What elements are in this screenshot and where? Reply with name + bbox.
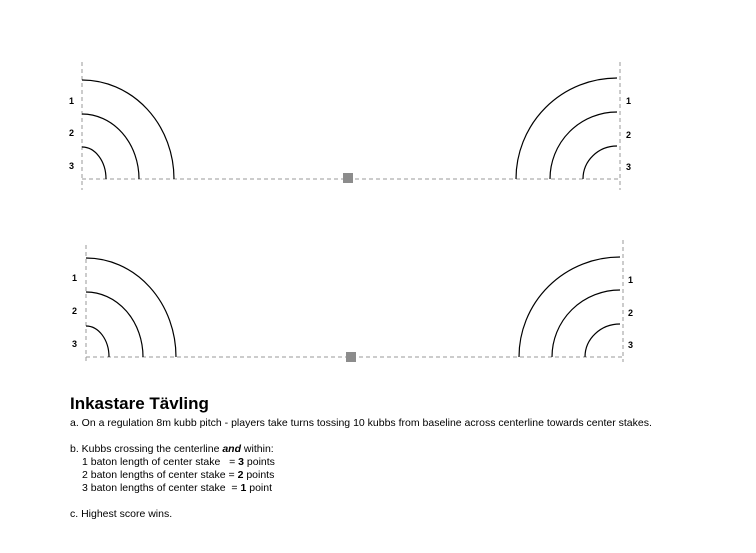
ring-number-right-2: 2 [626, 130, 632, 140]
ring-number-right-3: 3 [626, 162, 632, 172]
ring-arc-2-left [82, 114, 139, 179]
points-unit: points [244, 456, 275, 468]
ring-arc-3-left [82, 147, 106, 179]
rule-a: a. On a regulation 8m kubb pitch - players take turns tossing 10 kubbs from baseline across centerline towards center stakes. [70, 417, 652, 429]
ring-number-left-1: 1 [72, 273, 78, 283]
ring-arc-3-right [585, 324, 620, 357]
ring-arc-1-right [516, 78, 617, 179]
ring-number-right-1: 1 [626, 96, 632, 106]
points-text: 1 baton length of center stake = [82, 456, 239, 468]
ring-arc-1-left [82, 80, 174, 179]
ring-arc-3-left [86, 326, 109, 357]
rule-b-intro [70, 443, 750, 456]
ring-arc-3-right [583, 146, 617, 179]
points-row-1 [70, 456, 750, 469]
rule-c: c. Highest score wins. [70, 508, 173, 520]
ring-number-left-2: 2 [69, 128, 75, 138]
rule-b-intro-pre: b. Kubbs crossing the centerline [70, 443, 223, 455]
ring-arc-1-right [519, 257, 620, 357]
ring-arc-2-right [550, 112, 617, 179]
points-value: 3 [238, 456, 244, 468]
ring-number-left-2: 2 [72, 306, 78, 316]
center-stake [346, 352, 356, 362]
rules-title: Inkastare Tävling [70, 394, 209, 413]
points-value: 2 [237, 469, 244, 481]
pitch-field-bottom [72, 240, 633, 362]
points-unit: point [246, 482, 273, 494]
rule-b-intro-emphasis: and [222, 443, 242, 455]
ring-arc-1-left [86, 258, 176, 357]
points-value: 1 [240, 482, 247, 494]
ring-number-left-3: 3 [69, 161, 75, 171]
rule-b-intro-post: within: [241, 443, 274, 455]
ring-arc-2-left [86, 292, 143, 357]
points-row-3 [70, 482, 750, 495]
ring-number-left-3: 3 [72, 339, 78, 349]
center-stake [343, 173, 353, 183]
pitch-field-top [69, 62, 631, 190]
ring-number-right-1: 1 [628, 275, 634, 285]
rules-section [70, 394, 750, 521]
ring-number-left-1: 1 [69, 96, 75, 106]
points-text: 2 baton lengths of center stake = [82, 469, 238, 481]
ring-number-right-2: 2 [628, 308, 634, 318]
points-unit: points [243, 469, 275, 481]
points-text: 3 baton lengths of center stake = [82, 482, 241, 494]
points-row-2 [70, 469, 750, 482]
ring-number-right-3: 3 [628, 340, 634, 350]
